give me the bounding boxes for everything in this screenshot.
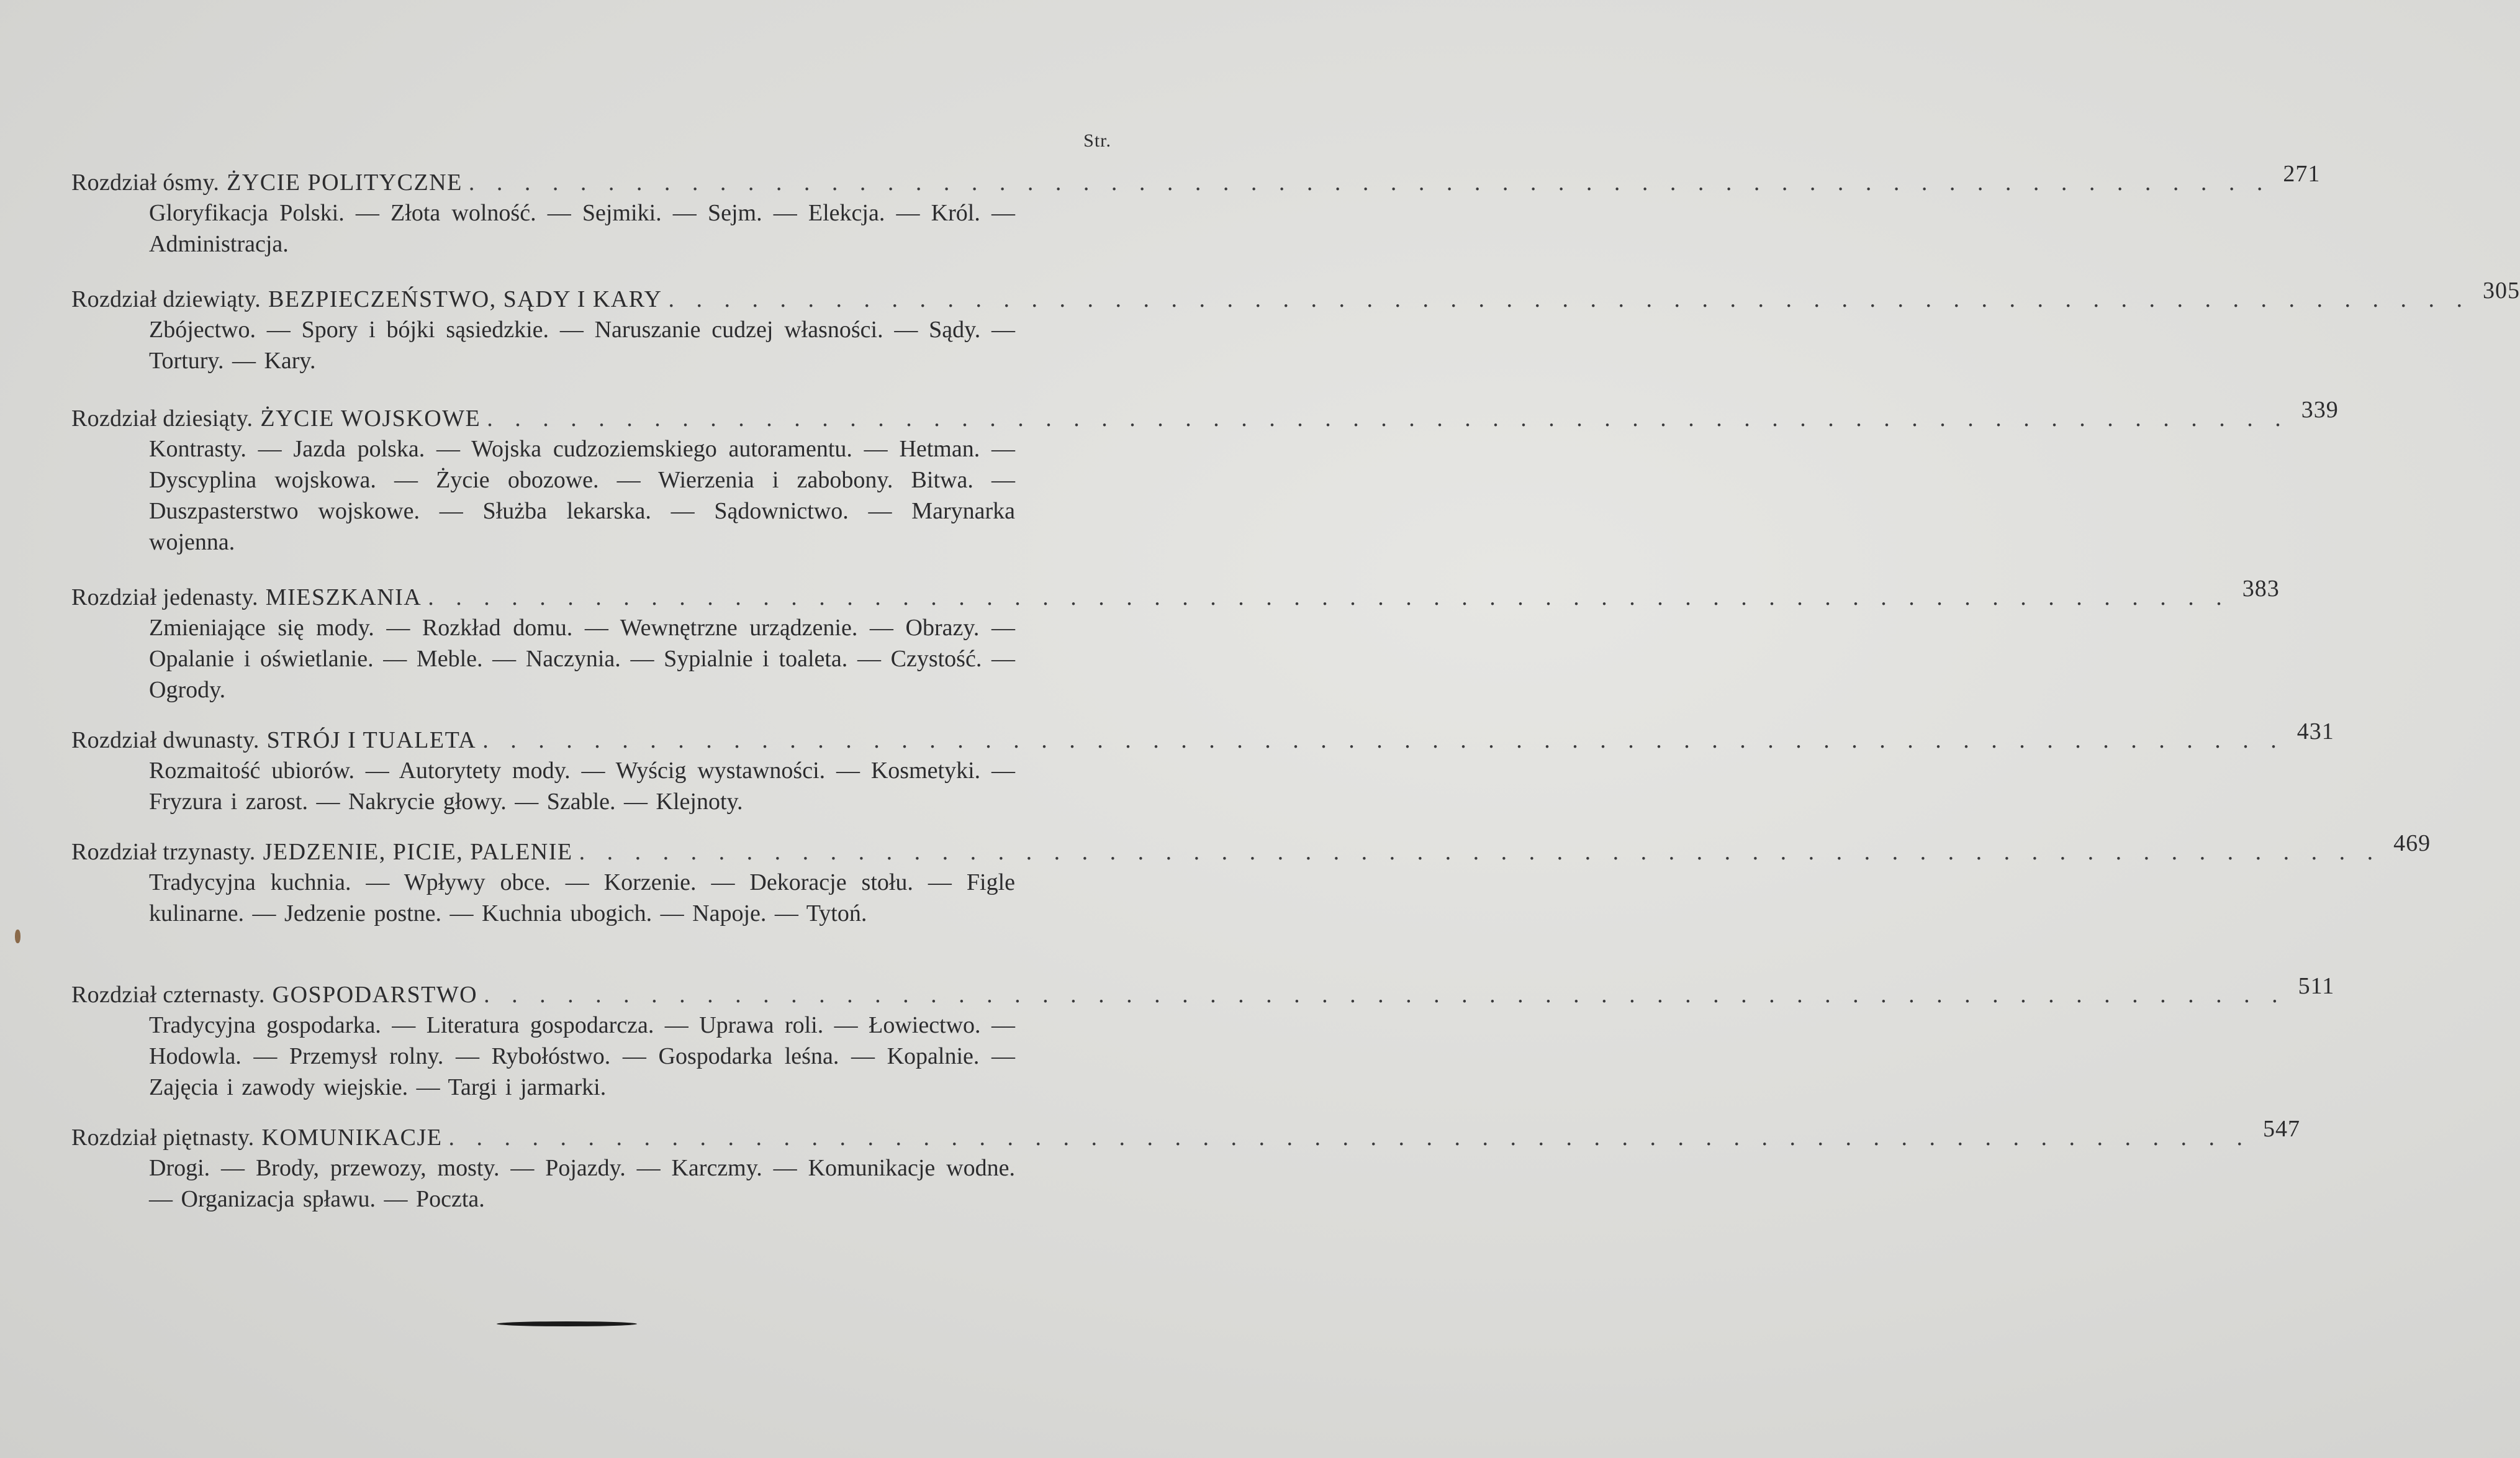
chapter-heading <box>71 397 2339 433</box>
chapter-entry-15 <box>71 1116 2300 1215</box>
dot-leader: . . . . . . . . . . . . . . . . . . . . . . . . . . . . . . . . . . . . . . . . . . . . . . . . . . . . . . . . . . . . . . . . . <box>482 727 2285 753</box>
chapter-title: MIESZKANIA <box>265 584 422 610</box>
dot-leader: . . . . . . . . . . . . . . . . . . . . . . . . . . . . . . . . . . . . . . . . . . . . . . . . . . . . . . . . . . . . . . . . . <box>487 405 2289 432</box>
chapter-title: GOSPODARSTWO <box>272 982 478 1008</box>
chapter-title: ŻYCIE POLITYCZNE <box>227 170 463 196</box>
chapter-heading <box>71 830 2431 867</box>
chapter-heading <box>71 1116 2300 1152</box>
chapter-description: Kontrasty. — Jazda polska. — Wojska cudzoziemskiego autoramentu. — Hetman. — Dyscyplina wojskowa. — Życie obozowe. — Wierzenia i zabobony. Bitwa. — Duszpasterstwo wojskowe. — Służba lekarska. — Sądownictwo. — Marynarka wojenna. <box>149 436 1015 555</box>
page-column-label: Str. <box>1083 130 1111 151</box>
chapter-heading <box>71 718 2334 755</box>
chapter-heading <box>71 576 2280 612</box>
chapter-number: Rozdział trzynasty. <box>71 839 256 865</box>
chapter-page-number: 383 <box>2242 576 2280 602</box>
dot-leader: . . . . . . . . . . . . . . . . . . . . . . . . . . . . . . . . . . . . . . . . . . . . . . . . . . . . . . . . . . . . . . . . . <box>468 170 2271 196</box>
chapter-heading <box>71 973 2335 1010</box>
dot-leader: . . . . . . . . . . . . . . . . . . . . . . . . . . . . . . . . . . . . . . . . . . . . . . . . . . . . . . . . . . . . . . . . . <box>448 1125 2251 1151</box>
page-stain <box>15 930 20 943</box>
dot-leader: . . . . . . . . . . . . . . . . . . . . . . . . . . . . . . . . . . . . . . . . . . . . . . . . . . . . . . . . . . . . . . . . . <box>484 982 2286 1008</box>
dot-leader: . . . . . . . . . . . . . . . . . . . . . . . . . . . . . . . . . . . . . . . . . . . . . . . . . . . . . . . . . . . . . . . . . <box>668 286 2470 312</box>
chapter-number: Rozdział dziesiąty. <box>71 405 253 432</box>
chapter-entry-13 <box>71 830 2431 929</box>
chapter-page-number: 431 <box>2296 718 2334 745</box>
chapter-page-number: 305 <box>2482 278 2520 304</box>
chapter-description: Drogi. — Brody, przewozy, mosty. — Pojazdy. — Karczmy. — Komunikacje wodne. — Organizacja spławu. — Poczta. <box>149 1155 1015 1212</box>
dot-leader: . . . . . . . . . . . . . . . . . . . . . . . . . . . . . . . . . . . . . . . . . . . . . . . . . . . . . . . . . . . . . . . . . <box>428 584 2230 610</box>
chapter-entry-14 <box>71 973 2335 1103</box>
chapter-entry-10 <box>71 397 2339 558</box>
end-ornament-rule <box>497 1321 637 1326</box>
chapter-title: ŻYCIE WOJSKOWE <box>260 405 481 432</box>
chapter-heading <box>71 278 2520 314</box>
chapter-entry-11 <box>71 576 2280 705</box>
chapter-number: Rozdział dwunasty. <box>71 727 260 753</box>
chapter-number: Rozdział ósmy. <box>71 170 220 196</box>
chapter-number: Rozdział piętnasty. <box>71 1125 255 1151</box>
chapter-title: KOMUNIKACJE <box>261 1125 443 1151</box>
chapter-page-number: 339 <box>2301 397 2339 423</box>
chapter-entry-12 <box>71 718 2334 817</box>
chapter-heading <box>71 161 2321 197</box>
chapter-entry-8 <box>71 161 2321 260</box>
chapter-description: Zbójectwo. — Spory i bójki sąsiedzkie. — Naruszanie cudzej własności. — Sądy. — Tortury. — Kary. <box>149 317 1015 374</box>
chapter-description: Tradycyjna kuchnia. — Wpływy obce. — Korzenie. — Dekoracje stołu. — Figle kulinarne. — Jedzenie postne. — Kuchnia ubogich. — Napoje. — Tytoń. <box>149 869 1015 926</box>
chapter-title: STRÓJ I TUALETA <box>266 727 477 753</box>
chapter-number: Rozdział dziewiąty. <box>71 286 261 312</box>
chapter-page-number: 271 <box>2283 161 2321 187</box>
chapter-entry-9 <box>71 278 2520 376</box>
chapter-description: Tradycyjna gospodarka. — Literatura gospodarcza. — Uprawa roli. — Łowiectwo. — Hodowla. — Przemysł rolny. — Rybołóstwo. — Gospodarka leśna. — Kopalnie. — Zajęcia i zawody wiejskie. — Targi i jarmarki. <box>149 1012 1015 1100</box>
dot-leader: . . . . . . . . . . . . . . . . . . . . . . . . . . . . . . . . . . . . . . . . . . . . . . . . . . . . . . . . . . . . . . . . . <box>579 839 2382 865</box>
chapter-page-number: 547 <box>2262 1116 2300 1142</box>
chapter-description: Zmieniające się mody. — Rozkład domu. — Wewnętrzne urządzenie. — Obrazy. — Opalanie i oświetlanie. — Meble. — Naczynia. — Sypialnie i toaleta. — Czystość. — Ogrody. <box>149 615 1015 703</box>
chapter-description: Rozmaitość ubiorów. — Autorytety mody. — Wyścig wystawności. — Kosmetyki. — Fryzura i zarost. — Nakrycie głowy. — Szable. — Klejnoty. <box>149 758 1015 815</box>
chapter-number: Rozdział jedenasty. <box>71 584 258 610</box>
chapter-number: Rozdział czternasty. <box>71 982 265 1008</box>
chapter-page-number: 469 <box>2393 830 2431 856</box>
chapter-title: BEZPIECZEŃSTWO, SĄDY I KARY <box>268 286 662 312</box>
chapter-description: Gloryfikacja Polski. — Złota wolność. — Sejmiki. — Sejm. — Elekcja. — Król. — Administracja. <box>149 200 1015 257</box>
chapter-page-number: 511 <box>2298 973 2335 999</box>
chapter-title: JEDZENIE, PICIE, PALENIE <box>263 839 573 865</box>
